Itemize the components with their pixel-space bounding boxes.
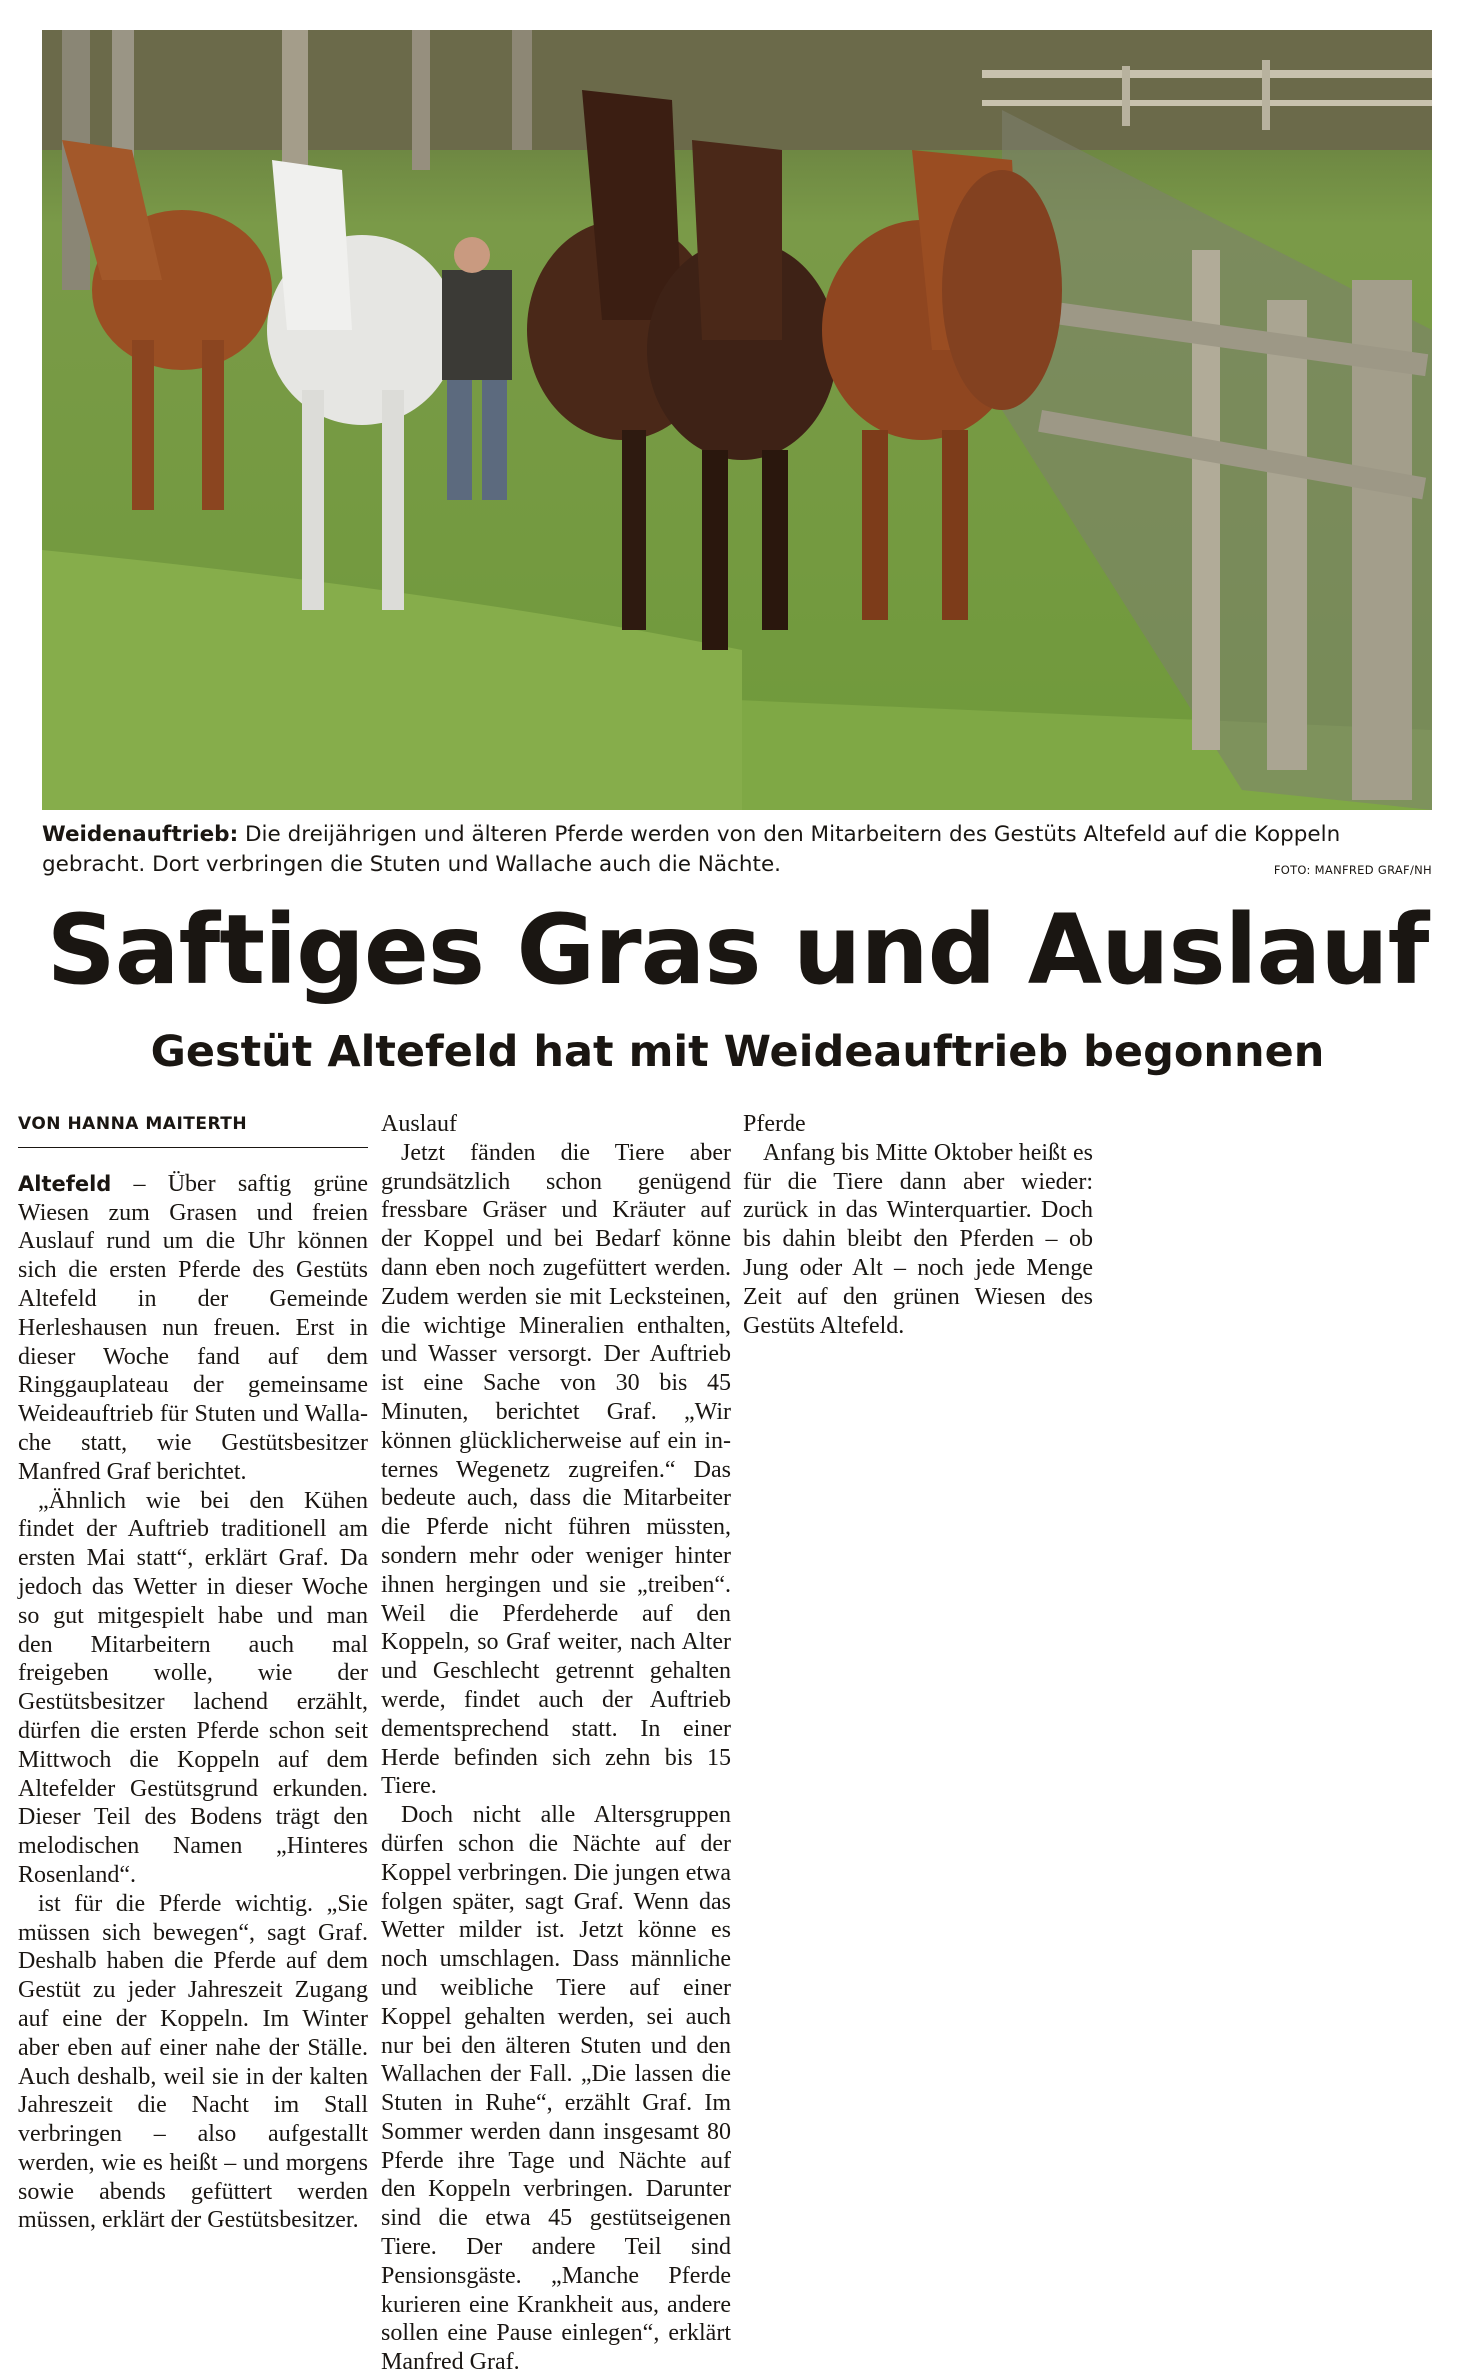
caption-lead: Weidenauftrieb: [42, 822, 239, 847]
article-photo [42, 30, 1432, 810]
article-column-2 [381, 1110, 731, 2377]
article-paragraph-2: „Ähnlich wie bei den Kühen findet der Auftrieb traditionell am ersten Mai statt“, erklärt Graf. Da jedoch das Wetter in dieser Woche so gut mitgespielt habe und man den Mitarbeitern auch mal freigeben wolle, wie der Gestütsbesitzer lachend erzählt, dürfen die ersten Pferde schon seit Mittwoch die Koppeln auf dem Altefelder Gestütsgrund erkunden. Dieser Teil des Bodens trägt den melodischen Namen „Hinteres Rosenland“. [18, 1487, 368, 1888]
article-column-3 [743, 1110, 1093, 1340]
article-column-1 [18, 1110, 368, 2235]
article-paragraph-3-cont: Auslauf [381, 1111, 457, 1137]
article-paragraph-6: Anfang bis Mitte Oktober heißt es für die Tiere dann aber wieder: zurück in das Winterquartier. Doch bis dahin bleibt den Pferden – ob Jung oder Alt – noch jede Menge Zeit auf den grünen Wiesen des Gestüts Altefeld. [743, 1139, 1093, 1339]
article-paragraph-5-cont: Pferde [743, 1111, 806, 1137]
dateline: Altefeld [18, 1171, 112, 1196]
article-paragraph-5: Doch nicht alle Altersgruppen dürfen schon die Nächte auf der Koppel verbringen. Die jungen etwa folgen später, sagt Graf. Wenn das Wetter milder ist. Jetzt könne es noch umschlagen. Dass männliche und weibliche Tiere auf einer Koppel gehalten werden, sei auch nur bei den älteren Stuten und den Wallachen der Fall. „Die lassen die Stuten in Ruhe“, erzählt Graf. Im Sommer werden dann insgesamt 80 Pferde ihre Tage und Nächte auf den Koppeln verbringen. Darunter sind die etwa 45 gestütseigenen Tiere. Der andere Teil sind Pensionsgäste. „Manche Pferde kurieren eine Krankheit aus, andere sollen eine Pause einlegen“, erklärt Manfred Graf. [381, 1802, 731, 2376]
article-paragraph-4: Jetzt fänden die Tiere aber grundsätzlich schon genügend fressbare Gräser und Kräuter auf der Koppel und bei Bedarf könne dann eben noch zugefüttert werden. Zudem werden sie mit Lecksteinen, die wichtige Mineralien enthalten, und Wasser versorgt. Der Auftrieb ist eine Sache von 30 bis 45 Minuten, berichtet Graf. „Wir können glücklicherweise auf ein internes Wegenetz zugreifen.“ Das bedeute auch, dass die Mitarbeiter die Pferde nicht führen müssten, sondern mehr oder weniger hinter ihnen hergingen und sie „treiben“. Weil die Pferdeherde auf den Koppeln, so Graf weiter, nach Alter und Geschlecht getrennt gehalten werde, findet auch der Auftrieb dementsprechend statt. In einer Herde befinden sich zehn bis 15 Tiere. [381, 1139, 731, 1800]
article-paragraph-1: Altefeld – Über saftig grüne Wiesen zum Grasen und freien Auslauf rund um die Uhr können sich die ersten Pferde des Gestüts Altefeld in der Gemeinde Herleshausen nun freuen. Erst in dieser Woche fand auf dem Ringgauplateau der gemeinsame Weideauftrieb für Stuten und Wallache statt, wie Gestütsbesitzer Manfred Graf berichtet. [18, 1170, 368, 1485]
caption-text: Die dreijährigen und älteren Pferde werden von den Mitarbeitern des Gestüts Altefeld auf die Koppeln gebracht. Dort verbringen die Stuten und Wallache auch die Nächte. [42, 822, 1341, 877]
horses-photo-illustration [42, 30, 1432, 810]
headline: Saftiges Gras und Auslauf [46, 894, 1429, 1006]
photo-caption [42, 820, 1432, 880]
subheadline: Gestüt Altefeld hat mit Weideauftrieb begonnen [150, 1027, 1325, 1077]
photo-credit: FOTO: MANFRED GRAF/NH [1273, 863, 1432, 877]
article-paragraph-3: ist für die Pferde wichtig. „Sie müssen sich bewegen“, sagt Graf. Deshalb haben die Pferde auf dem Gestüt zu jeder Jahreszeit Zugang auf eine der Koppeln. Im Winter aber eben auf einer nahe der Ställe. Auch deshalb, weil sie in der kalten Jahreszeit die Nacht im Stall verbringen – also aufgestallt werden, wie es heißt – und morgens sowie abends gefüttert werden müssen, erklärt der Gestütsbesitzer. [18, 1890, 368, 2234]
byline: VON HANNA MAITERTH [18, 1110, 368, 1148]
